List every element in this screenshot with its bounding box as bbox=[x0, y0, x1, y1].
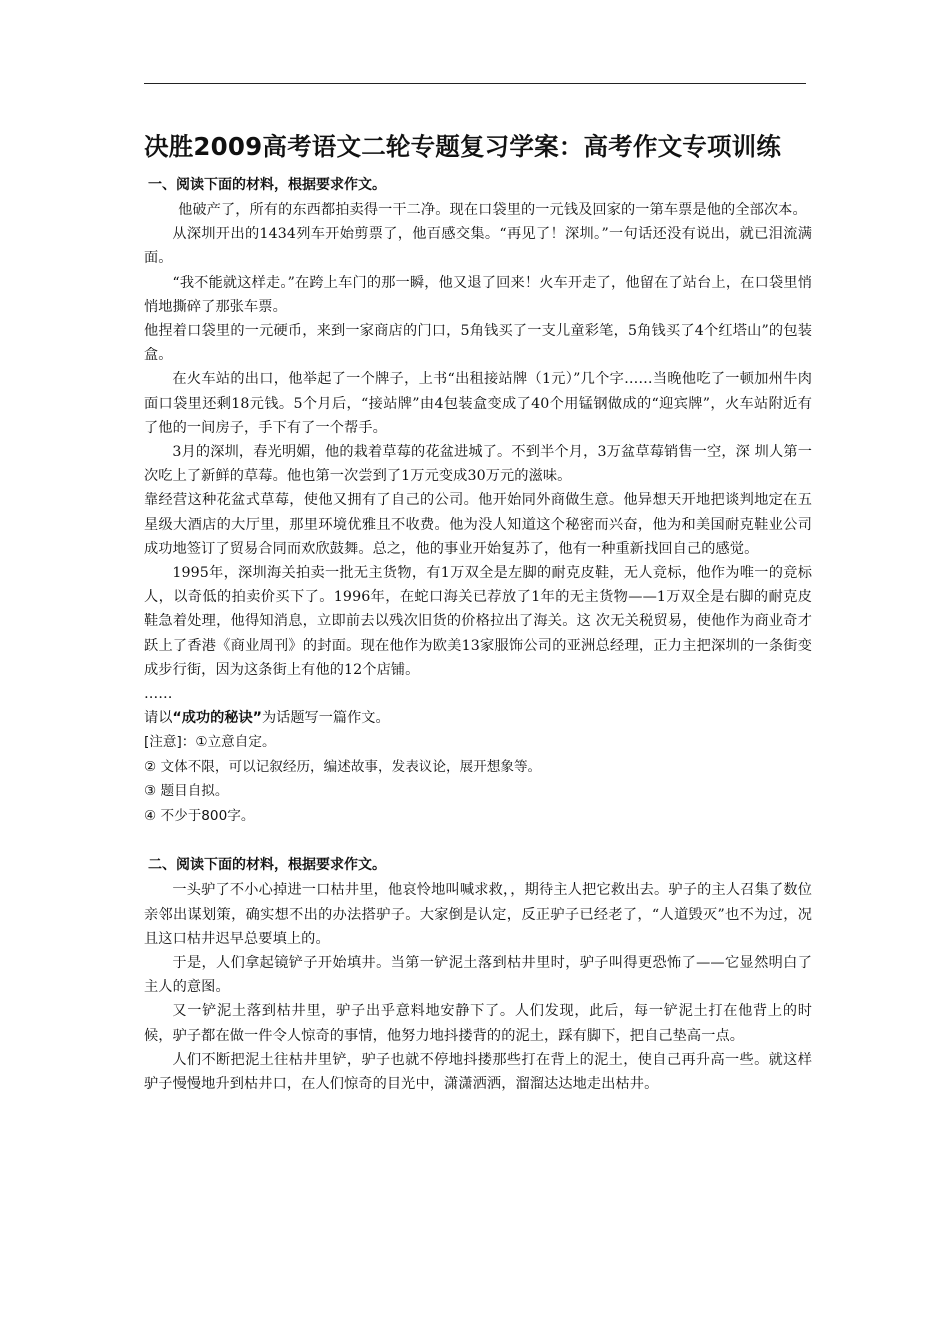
section-1-paragraph: 他破产了，所有的东西都拍卖得一干二净。现在口袋里的一元钱及回家的一第车票是他的全部次本。 bbox=[178, 202, 807, 218]
section-2-heading: 二、阅读下面的材料，根据要求作文。 bbox=[148, 857, 386, 874]
section-1-paragraph: “我不能就这样走。”在跨上车门的那一瞬，他又退了回来！火车开走了，他留在了站台上，在口袋里悄悄地撕碎了那张车票。 bbox=[144, 274, 812, 315]
section-1-heading: 一、阅读下面的材料，根据要求作文。 bbox=[148, 177, 386, 193]
note-item: ④ 不少于800字。 bbox=[144, 807, 255, 824]
section-2-paragraph: 一头驴了不小心掉进一口枯井里，他哀怜地叫喊求救，，期待主人把它救出去。驴子的主人召集了数位亲邻出谋划策，确实想不出的办法搭驴子。大家倒是认定，反正驴子已经老了，“人道毁灭”也不为过，况且这口枯井迟早总要填上的。 bbox=[144, 882, 812, 947]
section-1-paragraph: 1995年，深圳海关拍卖一批无主货物，有1万双全是左脚的耐克皮鞋，无人竞标，他作为唯一的竞标人，以奇低的拍卖价买下了。1996年，在蛇口海关已荐放了1年的无主货物——1万双全是右脚的耐克皮鞋急着处理，他得知消息，立即前去以残次旧货的价格拉出了海关。这 次无关税贸易，使他作为商业奇才跃上了香港《商业周刊》的封面。现在他作为欧美13家服饰公司的亚洲总经理，正力主把深圳的一条街变成步行街，因为这条街上有他的12个店铺。 bbox=[144, 565, 812, 678]
section-1-paragraph: 他捏着口袋里的一元硬币，来到一家商店的门口，5角钱买了一支儿童彩笔，5角钱买了4个红塔山”的包装盒。 bbox=[144, 323, 812, 364]
section-1-paragraph: 在火车站的出口，他举起了一个牌子，上书“出租接站牌（1元）”几个字……当晚他吃了一顿加州牛肉面口袋里还剩18元钱。5个月后，“接站牌”由4包装盒变成了40个用锰钢做成的“迎宾牌”，火车站附近有了他的一间房子，手下有了一个帮手。 bbox=[144, 371, 812, 436]
prompt-suffix: 为话题写一篇作文。 bbox=[261, 710, 390, 727]
header-rule bbox=[144, 83, 806, 84]
section-1-paragraph: 靠经营这种花盆式草莓，使他又拥有了自己的公司。他开始同外商做生意。他异想天开地把谈判地定在五星级大酒店的大厅里，那里环境优雅且不收费。他为没人知道这个秘密而兴奋，他为和美国耐克鞋业公司成功地签订了贸易合同而欢欣鼓舞。总之，他的事业开始复苏了，他有一种重新找回自己的感觉。 bbox=[144, 492, 812, 557]
section-2-paragraph: 又一铲泥土落到枯井里，驴子出乎意料地安静下了。人们发现，此后，每一铲泥土打在他背上的时候，驴子都在做一件令人惊奇的事情，他努力地抖搂背的的泥土，踩有脚下，把自己垫高一点。 bbox=[144, 1003, 812, 1044]
note-item: ② 文体不限，可以记叙经历，编述故事，发表议论，展开想象等。 bbox=[144, 758, 542, 775]
note-item: ③ 题目自拟。 bbox=[144, 783, 229, 800]
prompt-prefix: 请以 bbox=[144, 710, 173, 727]
section-gap bbox=[144, 828, 812, 854]
ellipsis: …… bbox=[144, 686, 173, 703]
prompt-topic: “成功的秘诀” bbox=[172, 710, 262, 727]
section-1-paragraph: 3月的深圳，春光明媚，他的栽着草莓的花盆进城了。不到半个月，3万盆草莓销售一空，深 圳人第一次吃上了新鲜的草莓。他也第一次尝到了1万元变成30万元的滋味。 bbox=[144, 444, 812, 485]
note-item: [注意]：①立意自定。 bbox=[144, 734, 276, 751]
section-1-paragraph: 从深圳开出的1434列车开始剪票了，他百感交集。“再见了！深圳。”一句话还没有说出，就已泪流满面。 bbox=[144, 226, 812, 267]
writing-prompt bbox=[144, 706, 812, 730]
section-2-paragraph: 人们不断把泥土往枯井里铲，驴子也就不停地抖搂那些打在背上的泥土，使自己再升高一些。就这样驴子慢慢地升到枯井口，在人们惊奇的目光中，潇潇洒洒，溜溜达达地走出枯井。 bbox=[144, 1051, 812, 1093]
document-body bbox=[144, 130, 812, 1096]
document-title: 决胜2009高考语文二轮专题复习学案：高考作文专项训练 bbox=[144, 132, 782, 161]
section-2-paragraph: 于是，人们拿起镜铲子开始填井。当第一铲泥土落到枯井里时，驴子叫得更恐怖了——它显然明白了主人的意图。 bbox=[144, 955, 812, 996]
